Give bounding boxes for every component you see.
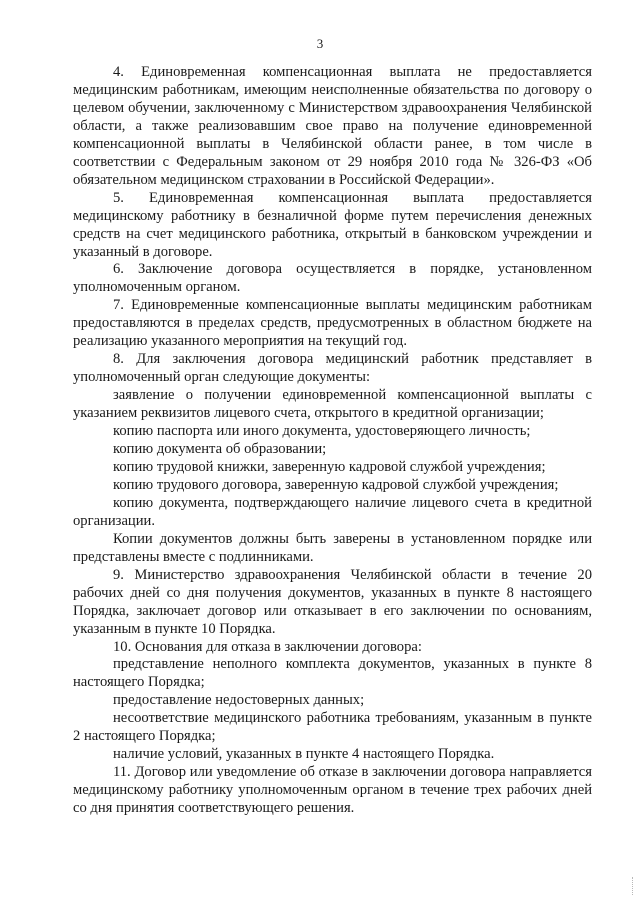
paragraph-copies-certification: Копии документов должны быть заверены в установленном порядке или представлены вместе с подлинниками. xyxy=(73,530,592,565)
list-item-incomplete-documents: представление неполного комплекта документов, указанных в пункте 8 настоящего Порядка; xyxy=(73,656,592,691)
list-item-requirements-mismatch: несоответствие медицинского работника требованиям, указанным в пункте 2 настоящего Порядка; xyxy=(73,710,592,745)
paragraph-5: 5. Единовременная компенсационная выплата предоставляется медицинскому работнику в безналичной форме путем перечисления денежных средств на счет медицинского работника, открытый в банковском учреждении и указанный в договоре. xyxy=(73,189,592,260)
document-body xyxy=(73,64,592,818)
paragraph-7: 7. Единовременные компенсационные выплаты медицинским работникам предоставляются в пределах средств, предусмотренных в областном бюджете на реализацию указанного мероприятия на текущий год. xyxy=(73,297,592,350)
list-item-false-data: предоставление недостоверных данных; xyxy=(113,692,365,709)
list-item-conditions-present: наличие условий, указанных в пункте 4 настоящего Порядка. xyxy=(113,746,495,763)
page-number: 3 xyxy=(316,36,324,51)
scan-margin-mark xyxy=(632,877,637,895)
paragraph-9: 9. Министерство здравоохранения Челябинской области в течение 20 рабочих дней со дня получения документов, указанных в пункте 8 настоящего Порядка, заключает договор или отказывает в его заключении по основаниям, указанным в пункте 10 Порядка. xyxy=(73,566,592,637)
paragraph-10: 10. Основания для отказа в заключении договора: xyxy=(113,638,422,655)
paragraph-11: 11. Договор или уведомление об отказе в заключении договора направляется медицинскому работнику уполномоченным органом в течение трех рабочих дней со дня принятия соответствующего решения. xyxy=(73,764,592,817)
list-item-education-copy: копию документа об образовании; xyxy=(113,441,327,458)
list-item-application: заявление о получении единовременной компенсационной выплаты с указанием реквизитов лицевого счета, открытого в кредитной организации; xyxy=(73,387,592,422)
list-item-passport-copy: копию паспорта или иного документа, удостоверяющего личность; xyxy=(113,423,531,440)
paragraph-8: 8. Для заключения договора медицинский работник представляет в уполномоченный орган следующие документы: xyxy=(73,351,592,386)
paragraph-4: 4. Единовременная компенсационная выплата не предоставляется медицинским работникам, имеющим неисполненные обязательства по договору о целевом обучении, заключенному с Министерством здравоохранения Челябинской области, а также реализовавшим свое право на получение единовременной компенсационной выплаты в Челябинской области ранее, в том числе в соответствии с Федеральным законом от 29 ноября 2010 года № 326-ФЗ «Об обязательном медицинском страховании в Российской Федерации». xyxy=(73,64,592,188)
list-item-employment-contract-copy: копию трудового договора, заверенную кадровой службой учреждения; xyxy=(113,476,559,493)
list-item-account-document-copy: копию документа, подтверждающего наличие лицевого счета в кредитной организации. xyxy=(73,494,592,529)
list-item-employment-book-copy: копию трудовой книжки, заверенную кадровой службой учреждения; xyxy=(113,458,546,475)
paragraph-6: 6. Заключение договора осуществляется в порядке, установленном уполномоченным органом. xyxy=(73,261,592,296)
